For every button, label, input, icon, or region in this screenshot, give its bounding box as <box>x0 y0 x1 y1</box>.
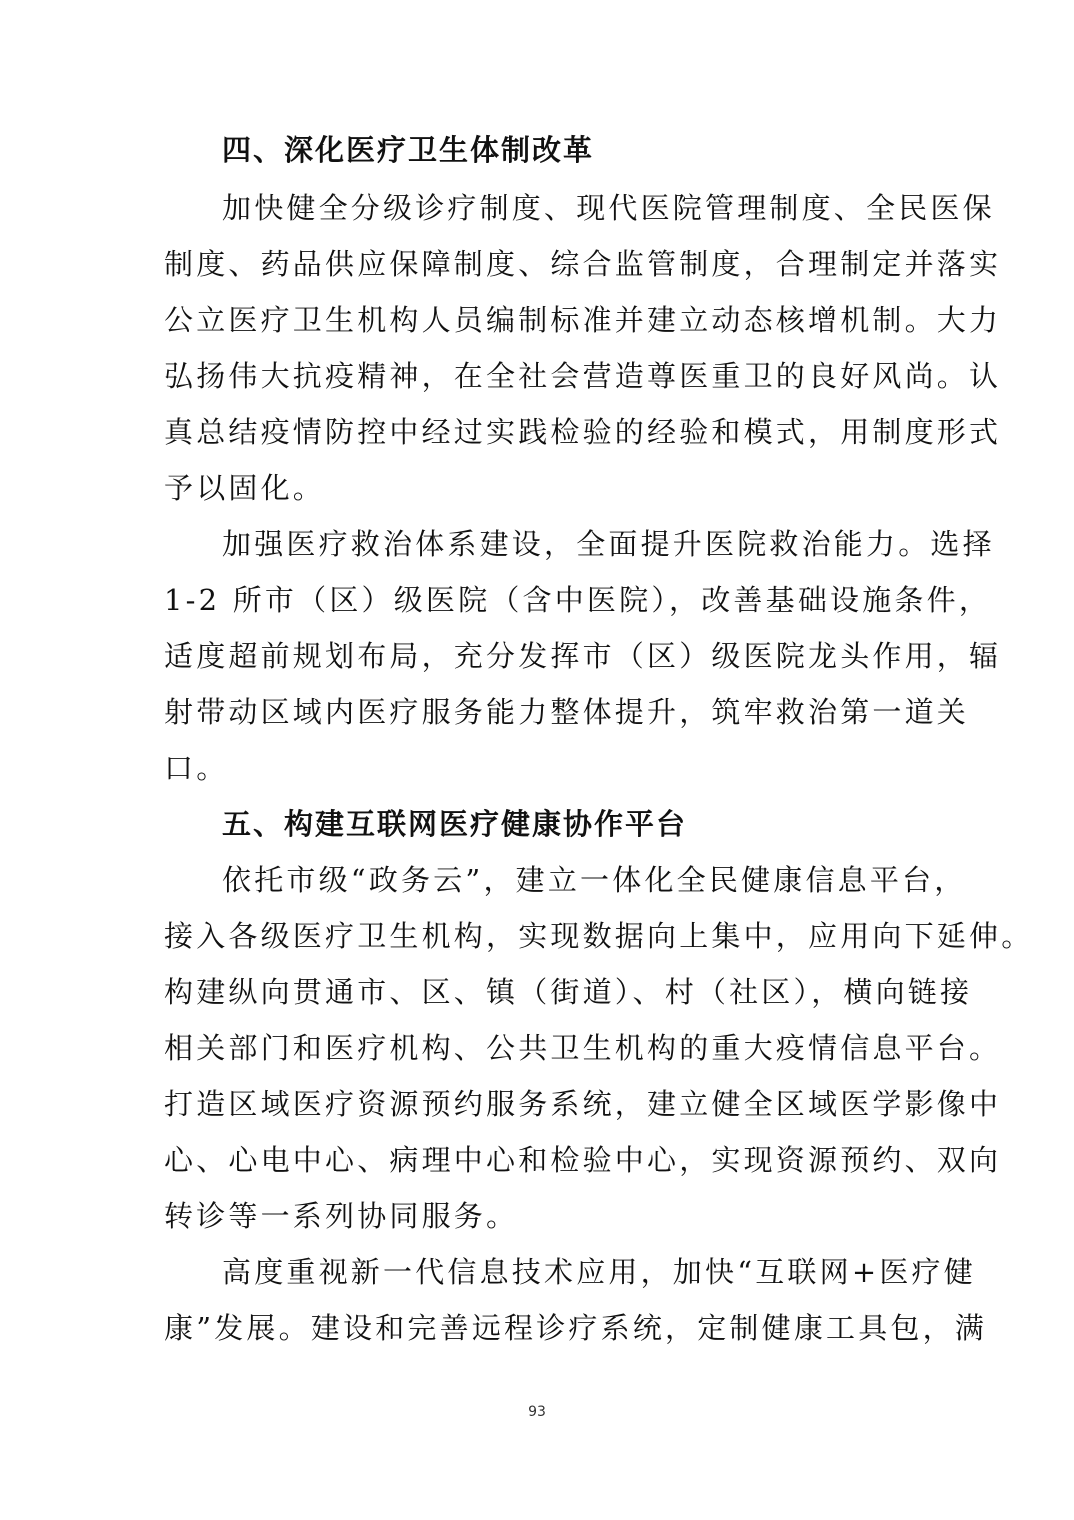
section-heading-4: 四、深化医疗卫生体制改革 <box>222 133 595 167</box>
text-line: 加快健全分级诊疗制度、现代医院管理制度、全民医保 <box>222 191 995 225</box>
text-line: 制度、药品供应保障制度、综合监管制度，合理制定并落实 <box>164 247 1002 281</box>
text-line: 高度重视新一代信息技术应用，加快“互联网+医疗健 <box>222 1255 976 1289</box>
text-line: 予以固化。 <box>164 471 326 505</box>
text-line: 加强医疗救治体系建设，全面提升医院救治能力。选择 <box>222 527 995 561</box>
text-line: 射带动区域内医疗服务能力整体提升，筑牢救治第一道关 <box>164 695 970 729</box>
text-line: 转诊等一系列协同服务。 <box>164 1199 519 1233</box>
text-line: 口。 <box>164 751 229 785</box>
text-line: 公立医疗卫生机构人员编制标准并建立动态核增机制。大力 <box>164 303 1002 337</box>
section-heading-5: 五、构建互联网医疗健康协作平台 <box>222 807 688 841</box>
text-line: 依托市级“政务云”，建立一体化全民健康信息平台， <box>222 863 967 897</box>
text-line: 构建纵向贯通市、区、镇（街道）、村（社区），横向链接 <box>164 975 973 1009</box>
text-line: 适度超前规划布局，充分发挥市（区）级医院龙头作用，辐 <box>164 639 1002 673</box>
text-line: 康”发展。建设和完善远程诊疗系统，定制健康工具包，满 <box>164 1311 988 1345</box>
text-line: 接入各级医疗卫生机构，实现数据向上集中，应用向下延伸。 <box>164 919 1034 953</box>
text-line: 1-2 所市（区）级医院（含中医院），改善基础设施条件， <box>164 583 992 617</box>
text-line: 弘扬伟大抗疫精神，在全社会营造尊医重卫的良好风尚。认 <box>164 359 1002 393</box>
text-line: 真总结疫情防控中经过实践检验的经验和模式，用制度形式 <box>164 415 1002 449</box>
text-line: 相关部门和医疗机构、公共卫生机构的重大疫情信息平台。 <box>164 1031 1002 1065</box>
page-number: 93 <box>528 1404 546 1420</box>
text-line: 心、心电中心、病理中心和检验中心，实现资源预约、双向 <box>164 1143 1002 1177</box>
text-line: 打造区域医疗资源预约服务系统，建立健全区域医学影像中 <box>164 1087 1002 1121</box>
